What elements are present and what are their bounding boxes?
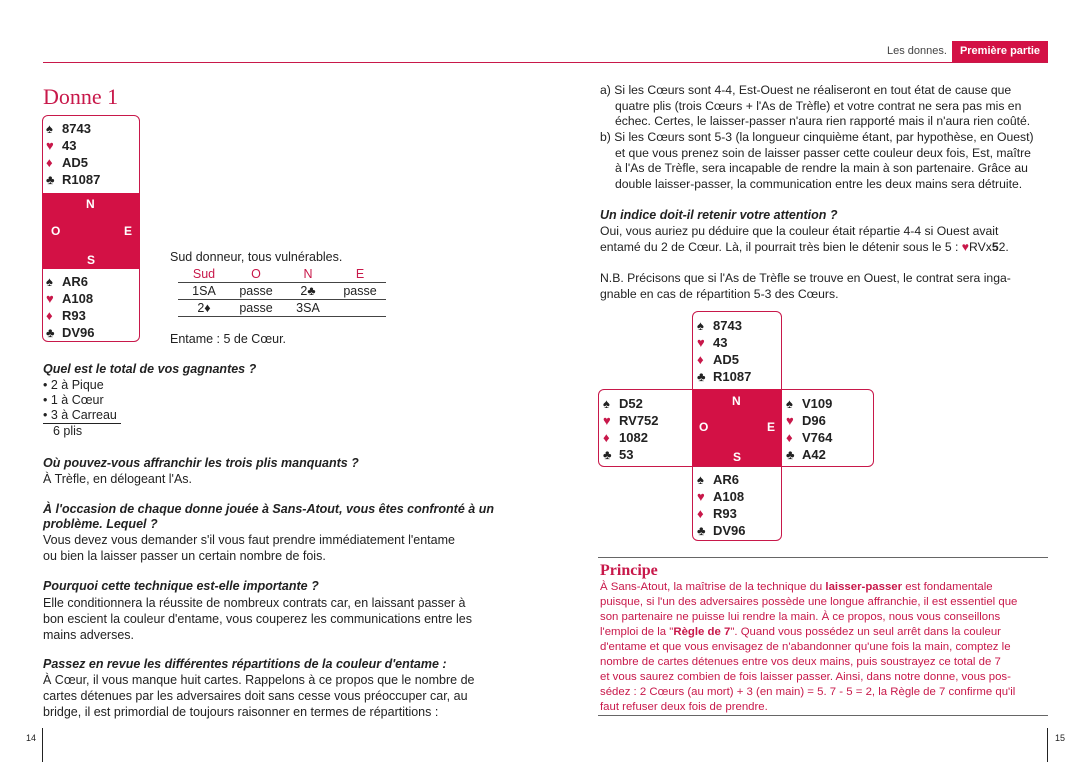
nb-note (600, 271, 1048, 302)
south-hand (697, 471, 746, 539)
compass-o: O (51, 224, 61, 238)
bid-cell: 2♦ (178, 300, 230, 317)
bid-header: E (334, 266, 386, 283)
question-6: Un indice doit-il retenir votre attention ? (600, 208, 838, 222)
list-item: • 3 à Carreau (43, 408, 121, 424)
north-hand (697, 317, 751, 385)
compass-box (42, 193, 140, 269)
compass-s: S (87, 253, 96, 267)
header-rule-left (43, 62, 545, 63)
text-line: et vous saurez combien de fois laisser passer. Ainsi, dans notre donne, vous pos- (600, 671, 1011, 683)
compass-n: N (732, 394, 741, 408)
text-line: sédez : 2 Cœurs (au mort) + 3 (en main) = 5. 7 - 5 = 2, la Règle de 7 confirme qu'il (600, 686, 1016, 698)
compass-box (692, 389, 782, 466)
club-icon: ♣ (603, 447, 612, 462)
total-tricks: 6 plis (53, 424, 83, 438)
question-3-line1: À l'occasion de chaque donne jouée à Sans-Atout, vous êtes confronté à un (43, 502, 494, 516)
header-section: Les donnes. (887, 45, 947, 57)
heart-icon: ♥ (603, 413, 611, 428)
page-bar-left (42, 728, 43, 762)
text-line: Elle conditionnera la réussite de nombreux contrats car, en laissant passer à (43, 596, 466, 610)
compass-e: E (767, 420, 776, 434)
text-line: faut refuser deux fois de prendre. (600, 701, 768, 713)
heart-icon: ♥ (697, 335, 705, 350)
dealer-info: Sud donneur, tous vulnérables. (170, 250, 343, 264)
question-1: Quel est le total de vos gagnantes ? (43, 362, 257, 376)
principe-rule-top (598, 557, 1048, 558)
diamond-icon: ♦ (603, 430, 610, 445)
north-hand (46, 120, 100, 188)
text-span: est fondamentale (902, 581, 993, 593)
text-line: Oui, vous auriez pu déduire que la couleur était répartie 4-4 si Ouest avait (600, 224, 999, 238)
text-line: À Cœur, il vous manque huit cartes. Rappelons à ce propos que le nombre de (43, 673, 475, 687)
answer-4 (43, 595, 491, 643)
page-bar-right (1047, 728, 1048, 762)
diamond-icon: ♦ (786, 430, 793, 445)
principe-title: Principe (600, 562, 658, 579)
text-line: gnable en cas de répartition 5-3 des Cœurs. (600, 286, 839, 301)
list-item: • 1 à Cœur (43, 393, 104, 407)
west-hearts: RV752 (619, 413, 659, 428)
spade-icon: ♠ (786, 396, 793, 411)
compass-s: S (733, 450, 742, 464)
answer-5 (43, 672, 491, 720)
south-clubs: DV96 (713, 523, 746, 538)
east-spades: V109 (802, 396, 833, 411)
text-line: mains adverses. (43, 628, 135, 642)
page-number-left: 14 (26, 733, 37, 743)
south-spades: AR6 (62, 274, 89, 289)
heart-icon: ♥ (697, 489, 705, 504)
text-line (600, 625, 1048, 640)
bid-cell: 2♣ (282, 283, 334, 300)
case-b (600, 130, 1048, 192)
text-line: Vous devez vous demander s'il vous faut prendre immédiatement l'entame (43, 533, 455, 547)
north-diamonds: AD5 (62, 155, 89, 170)
opening-lead: Entame : 5 de Cœur. (170, 332, 287, 346)
principe-text (600, 580, 1048, 715)
text-line: b) Si les Cœurs sont 5-3 (la longueur cinquième étant, par hypothèse, en Ouest) (600, 130, 1034, 144)
question-4: Pourquoi cette technique est-elle importante ? (43, 579, 319, 593)
club-icon: ♣ (697, 369, 706, 384)
west-clubs: 53 (619, 447, 634, 462)
text-line: a) Si les Cœurs sont 4-4, Est-Ouest ne réaliseront en tout état de cause que (600, 83, 1012, 97)
west-diamonds: 1082 (619, 430, 648, 445)
south-hearts: A108 (62, 291, 94, 306)
answer-6 (600, 224, 1048, 255)
compass-n: N (86, 197, 95, 211)
question-5: Passez en revue les différentes répartitions de la couleur d'entame : (43, 657, 447, 671)
bid-cell (334, 300, 386, 317)
question-2: Où pouvez-vous affranchir les trois plis manquants ? (43, 456, 359, 470)
spade-icon: ♠ (697, 472, 704, 487)
text-span: À Sans-Atout, la maîtrise de la technique du (600, 581, 826, 593)
text-line: bridge, il est primordial de toujours raisonner en termes de répartitions : (43, 705, 439, 719)
heart-icon: ♥ (46, 291, 54, 306)
case-a (600, 83, 1048, 130)
club-icon: ♣ (46, 172, 55, 187)
east-hearts: D96 (802, 413, 826, 428)
text-line: échec. Certes, le laisser-passer n'aura rien rapporté mais il n'aura rien coûté. (615, 114, 1031, 128)
question-3-line2: problème. Lequel ? (43, 517, 158, 531)
bold-span: 5 (991, 239, 999, 254)
text-line (600, 240, 1048, 256)
spade-icon: ♠ (697, 318, 704, 333)
text-line: N.B. Précisons que si l'As de Trèfle se trouve en Ouest, le contrat sera inga- (600, 271, 1011, 285)
south-clubs: DV96 (62, 325, 95, 340)
spade-icon: ♠ (46, 121, 53, 136)
west-hand (603, 395, 659, 463)
principe-rule-bottom (598, 715, 1048, 716)
text-span: RVx (969, 239, 992, 254)
answer-2: À Trèfle, en délogeant l'As. (43, 472, 193, 486)
north-clubs: R1087 (713, 369, 752, 384)
north-diamonds: AD5 (713, 352, 740, 367)
club-icon: ♣ (697, 523, 706, 538)
text-line: d'entame et que vous envisagez de n'abandonner qu'une fois la main, comptez le (600, 641, 1011, 653)
south-spades: AR6 (713, 472, 740, 487)
north-spades: 8743 (713, 318, 742, 333)
text-line: bon escient la couleur d'entame, vous couperez les communications entre les (43, 612, 473, 626)
compass-e: E (124, 224, 133, 238)
north-spades: 8743 (62, 121, 91, 136)
south-diamonds: R93 (62, 308, 86, 323)
header-part-badge: Première partie (952, 41, 1048, 62)
club-icon: ♣ (786, 447, 795, 462)
text-line: quatre plis (trois Cœurs + l'As de Trèfle) et votre contrat ne sera pas mis en (615, 98, 1022, 113)
north-hearts: 43 (713, 335, 728, 350)
text-span: ". Quand vous possédez un seul arrêt dans la couleur (730, 626, 1001, 638)
east-hand (786, 395, 832, 463)
text-line: puisque, si l'un des adversaires possède une longue affranchie, il est essentiel que (600, 596, 1018, 608)
text-span: 2. (998, 239, 1009, 254)
text-span: l'emploi de la " (600, 626, 674, 638)
bidding-table (178, 266, 386, 317)
bid-header: N (282, 266, 334, 283)
heart-icon: ♥ (786, 413, 794, 428)
east-diamonds: V764 (802, 430, 833, 445)
diamond-icon: ♦ (697, 506, 704, 521)
header-rule-right (545, 62, 1048, 63)
east-clubs: A42 (802, 447, 826, 462)
south-hand (46, 273, 95, 341)
bid-cell: 3SA (282, 300, 334, 317)
bold-span: Règle de 7 (673, 626, 731, 638)
text-line: ou bien la laisser passer un certain nombre de fois. (43, 549, 326, 563)
text-span: entamé du 2 de Cœur. Là, il pourrait très bien le détenir sous le 5 : (600, 239, 962, 254)
deal-title: Donne 1 (43, 84, 119, 109)
bold-span: laisser-passer (825, 581, 903, 593)
heart-icon: ♥ (46, 138, 54, 153)
text-line: et que vous prenez soin de laisser passer cette couleur deux fois, Est, maître (615, 145, 1031, 160)
north-hearts: 43 (62, 138, 77, 153)
list-item: • 2 à Pique (43, 378, 104, 392)
text-line: à l'As de Trèfle, sera incapable de rendre la main à son partenaire. Grâce au (615, 161, 1028, 175)
answer-1 (43, 378, 121, 439)
bid-cell: 1SA (178, 283, 230, 300)
text-line: cartes détenues par les adversaires doit sans cesse vous préoccuper car, au (43, 689, 468, 703)
south-diamonds: R93 (713, 506, 737, 521)
heart-icon: ♥ (961, 239, 970, 254)
text-line: nombre de cartes détenues entre vos deux mains, puis soustrayez ce total de 7 (600, 656, 1001, 668)
spade-icon: ♠ (603, 396, 610, 411)
spade-icon: ♠ (46, 274, 53, 289)
diamond-icon: ♦ (46, 308, 53, 323)
diamond-icon: ♦ (46, 155, 53, 170)
bid-cell: passe (230, 300, 282, 317)
club-icon: ♣ (46, 325, 55, 340)
answer-3 (43, 532, 491, 564)
text-line: double laisser-passer, la communication entre les deux mains sera détruite. (615, 176, 1023, 191)
compass-o: O (699, 420, 709, 434)
bid-header: Sud (178, 266, 230, 283)
bid-cell: passe (230, 283, 282, 300)
west-spades: D52 (619, 396, 643, 411)
bid-cell: passe (334, 283, 386, 300)
page-number-right: 15 (1055, 733, 1066, 743)
bid-header: O (230, 266, 282, 283)
south-hearts: A108 (713, 489, 745, 504)
north-clubs: R1087 (62, 172, 101, 187)
diamond-icon: ♦ (697, 352, 704, 367)
text-line: son partenaire ne puisse lui rendre la main. À ce propos, nous vous conseillons (600, 611, 1001, 623)
text-line (600, 580, 1048, 595)
